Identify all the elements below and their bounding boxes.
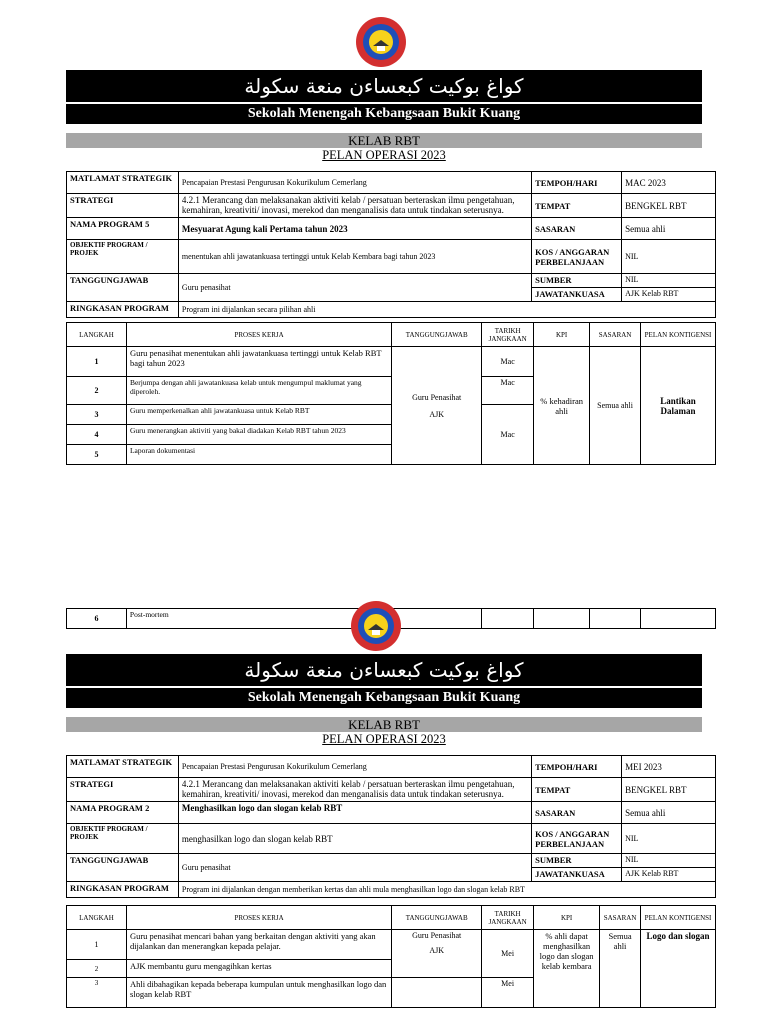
- plan-title: PELAN OPERASI 2023: [322, 148, 446, 162]
- plan2-tempat: BENGKEL RBT: [622, 778, 716, 802]
- plan2-date1: Mei: [482, 930, 534, 978]
- label-objektif: OBJEKTIF PROGRAM / PROJEK: [67, 240, 179, 274]
- table-row: 3 Guru memperkenalkan ahli jawatankuasa untuk Kelab RBT Mac: [67, 405, 716, 425]
- header-proses: PROSES KERJA: [126, 323, 391, 347]
- table-row: 4 Guru menerangkan aktiviti yang bakal diadakan Kelab RBT tahun 2023: [67, 425, 716, 445]
- table-row: 6 Post-mortem: [67, 609, 716, 629]
- school-name: Sekolah Menengah Kebangsaan Bukit Kuang: [66, 688, 702, 708]
- label-sumber: SUMBER: [532, 274, 622, 288]
- label-ringkasan: RINGKASAN PROGRAM: [67, 302, 179, 318]
- plan1-target: Semua ahli: [590, 347, 641, 465]
- plan2-kpi: % ahli dapat menghasilkan logo dan slogan kelab kembara: [534, 930, 600, 1008]
- club-name: KELAB RBT: [66, 717, 702, 732]
- plan1-nama-label: NAMA PROGRAM 5: [67, 218, 179, 240]
- plan2-nama-label: NAMA PROGRAM 2: [67, 802, 179, 824]
- school-crest-icon: [350, 600, 402, 652]
- plan1-date1: Mac: [482, 347, 534, 377]
- label-jawatankuasa: JAWATANKUASA: [532, 288, 622, 302]
- table-row: 2 Berjumpa dengan ahli jawatankuasa kelab untuk mengumpul maklumat yang diperoleh. Mac: [67, 377, 716, 405]
- label-kos: KOS / ANGGARAN PERBELANJAAN: [532, 240, 622, 274]
- plan1-kos: NIL: [622, 240, 716, 274]
- header-langkah: LANGKAH: [67, 323, 127, 347]
- plan1-ringkasan: Program ini dijalankan secara pilihan ahli: [178, 302, 715, 318]
- plan1-resp2: AJK: [429, 409, 445, 419]
- plan-title: PELAN OPERASI 2023: [322, 732, 446, 746]
- label-tempoh: TEMPOH/HARI: [532, 172, 622, 194]
- plan2-sasaran: Semua ahli: [622, 802, 716, 824]
- jawi-school-name: كواغ بوكيت كبعساءن منعة سكولة: [66, 70, 702, 102]
- header-sasaran: SASARAN: [590, 323, 641, 347]
- plan1-resp1: Guru Penasihat: [412, 392, 462, 402]
- header-pelan: PELAN KONTIGENSI: [641, 323, 716, 347]
- plan2-tanggungjawab: Guru penasihat: [178, 854, 531, 882]
- table-row: 5 Laporan dokumentasi: [67, 445, 716, 465]
- label-tanggungjawab: TANGGUNGJAWAB: [67, 274, 179, 302]
- plan2-target: Semua ahli: [600, 930, 641, 1008]
- jawi-school-name: كواغ بوكيت كبعساءن منعة سكولة: [66, 654, 702, 686]
- label-sasaran: SASARAN: [532, 218, 622, 240]
- plan2-ringkasan: Program ini dijalankan dengan memberikan kertas dan ahli mula menghasilkan logo dan slogan kelab RBT: [178, 882, 715, 898]
- table-row: 3 Ahli dibahagikan kepada beberapa kumpulan untuk menghasilkan logo dan slogan kelab RBT Mei: [67, 978, 716, 1008]
- plan1-jawatankuasa: AJK Kelab RBT: [622, 288, 716, 302]
- table-row: 1 Guru penasihat menentukan ahli jawatankuasa tertinggi untuk Kelab RBT bagi tahun 2023 Guru Penasihat AJK Mac % kehadiran ahli Semua ahli Lantikan Dalaman: [67, 347, 716, 377]
- plan1-tempoh: MAC 2023: [622, 172, 716, 194]
- table-row: 2 AJK membantu guru mengagihkan kertas: [67, 960, 716, 978]
- plan2-matlamat: Pencapaian Prestasi Pengurusan Kokurikulum Cemerlang: [178, 756, 531, 778]
- plan2-info-table: MATLAMAT STRATEGIK Pencapaian Prestasi Pengurusan Kokurikulum Cemerlang TEMPOH/HARI MEI 2023 STRATEGI 4.2.1 Merancang dan melaksanakan aktiviti kelab / persatuan berteraskan ilmu pengetahuan, kemahiran, kreativiti/ inovasi, merekod dan menganalisis data untuk tindakan seterusnya. TEMPAT BENGKEL RBT NAMA PROGRAM 2 Menghasilkan logo dan slogan kelab RBT SASARAN Semua ahli OBJEKTIF PROGRAM / PROJEK menghasilkan logo dan slogan kelab RBT KOS / ANGGARAN PERBELANJAAN NIL TANGGUNGJAWAB Guru penasihat SUMBER NIL JAWATANKUASA AJK Kelab RBT RINGKASAN PROGRAM Program ini dijalankan dengan memberikan kertas dan ahli mula menghasilkan logo dan slogan kelab RBT: [66, 755, 716, 898]
- plan2-tempoh: MEI 2023: [622, 756, 716, 778]
- plan2-kos: NIL: [622, 824, 716, 854]
- header-kpi: KPI: [534, 323, 590, 347]
- plan2-objektif: menghasilkan logo dan slogan kelab RBT: [178, 824, 531, 854]
- plan1-contingency: Lantikan Dalaman: [641, 347, 716, 465]
- plan2-resp1: Guru Penasihat: [412, 931, 462, 940]
- plan1-steps-table: [66, 322, 716, 465]
- plan1-tanggungjawab: Guru penasihat: [178, 274, 531, 302]
- header-tarikh: TARIKH JANGKAAN: [482, 323, 534, 347]
- label-strategi: STRATEGI: [67, 194, 179, 218]
- plan1-info-table: [66, 171, 716, 318]
- plan1-strategi: 4.2.1 Merancang dan melaksanakan aktiviti kelab / persatuan berteraskan ilmu pengetahuan, kemahiran, kreativiti/ inovasi, merekod dan menganalisis data untuk tindakan seterusnya.: [178, 194, 531, 218]
- plan1-matlamat: Pencapaian Prestasi Pengurusan Kokurikulum Cemerlang: [178, 172, 531, 194]
- plan1-objektif: menentukan ahli jawatankuasa tertinggi untuk Kelab Kembara bagi tahun 2023: [178, 240, 531, 274]
- plan2-nama: Menghasilkan logo dan slogan kelab RBT: [178, 802, 531, 824]
- plan2-contingency: Logo dan slogan: [641, 930, 716, 1008]
- plan1-sasaran: Semua ahli: [622, 218, 716, 240]
- plan2-sumber: NIL: [622, 854, 716, 868]
- school-name: Sekolah Menengah Kebangsaan Bukit Kuang: [66, 104, 702, 124]
- plan1-sumber: NIL: [622, 274, 716, 288]
- plan1-nama: Mesyuarat Agung kali Pertama tahun 2023: [178, 218, 531, 240]
- plan2-resp2: AJK: [429, 946, 445, 955]
- plan2-steps-table: LANGKAH PROSES KERJA TANGGUNGJAWAB TARIKH JANGKAAN KPI SASARAN PELAN KONTIGENSI 1 Guru penasihat mencari bahan yang berkaitan dengan aktiviti yang akan dijalankan dan menerangkan kepada pelajar. Guru Penasihat AJK Mei % ahli dapat menghasilkan logo dan slogan kelab kembara Semua ahli Logo dan slogan 2 AJK membantu guru mengagihkan kertas 3 Ahli dibahagikan kepada beberapa kumpulan untuk menghasilkan logo dan slogan kelab RBT Mei: [66, 905, 716, 1008]
- plan1-tempat: BENGKEL RBT: [622, 194, 716, 218]
- header-tanggungjawab: TANGGUNGJAWAB: [392, 323, 482, 347]
- plan2-date2: Mei: [482, 978, 534, 1008]
- plan1-kpi: % kehadiran ahli: [534, 347, 590, 465]
- plan1-date2: Mac: [482, 377, 534, 405]
- plan1-date3: Mac: [482, 405, 534, 465]
- label-tempat: TEMPAT: [532, 194, 622, 218]
- school-crest-icon: [355, 16, 407, 68]
- label-matlamat: MATLAMAT STRATEGIK: [67, 172, 179, 194]
- plan2-strategi: 4.2.1 Merancang dan melaksanakan aktiviti kelab / persatuan berteraskan ilmu pengetahuan, kemahiran, kreativiti/ inovasi, merekod dan menganalisis data untuk tindakan seterusnya.: [178, 778, 531, 802]
- table-row: 1 Guru penasihat mencari bahan yang berkaitan dengan aktiviti yang akan dijalankan dan menerangkan kepada pelajar. Guru Penasihat AJK Mei % ahli dapat menghasilkan logo dan slogan kelab kembara Semua ahli Logo dan slogan: [67, 930, 716, 960]
- plan2-jawatankuasa: AJK Kelab RBT: [622, 868, 716, 882]
- club-name: KELAB RBT: [66, 133, 702, 148]
